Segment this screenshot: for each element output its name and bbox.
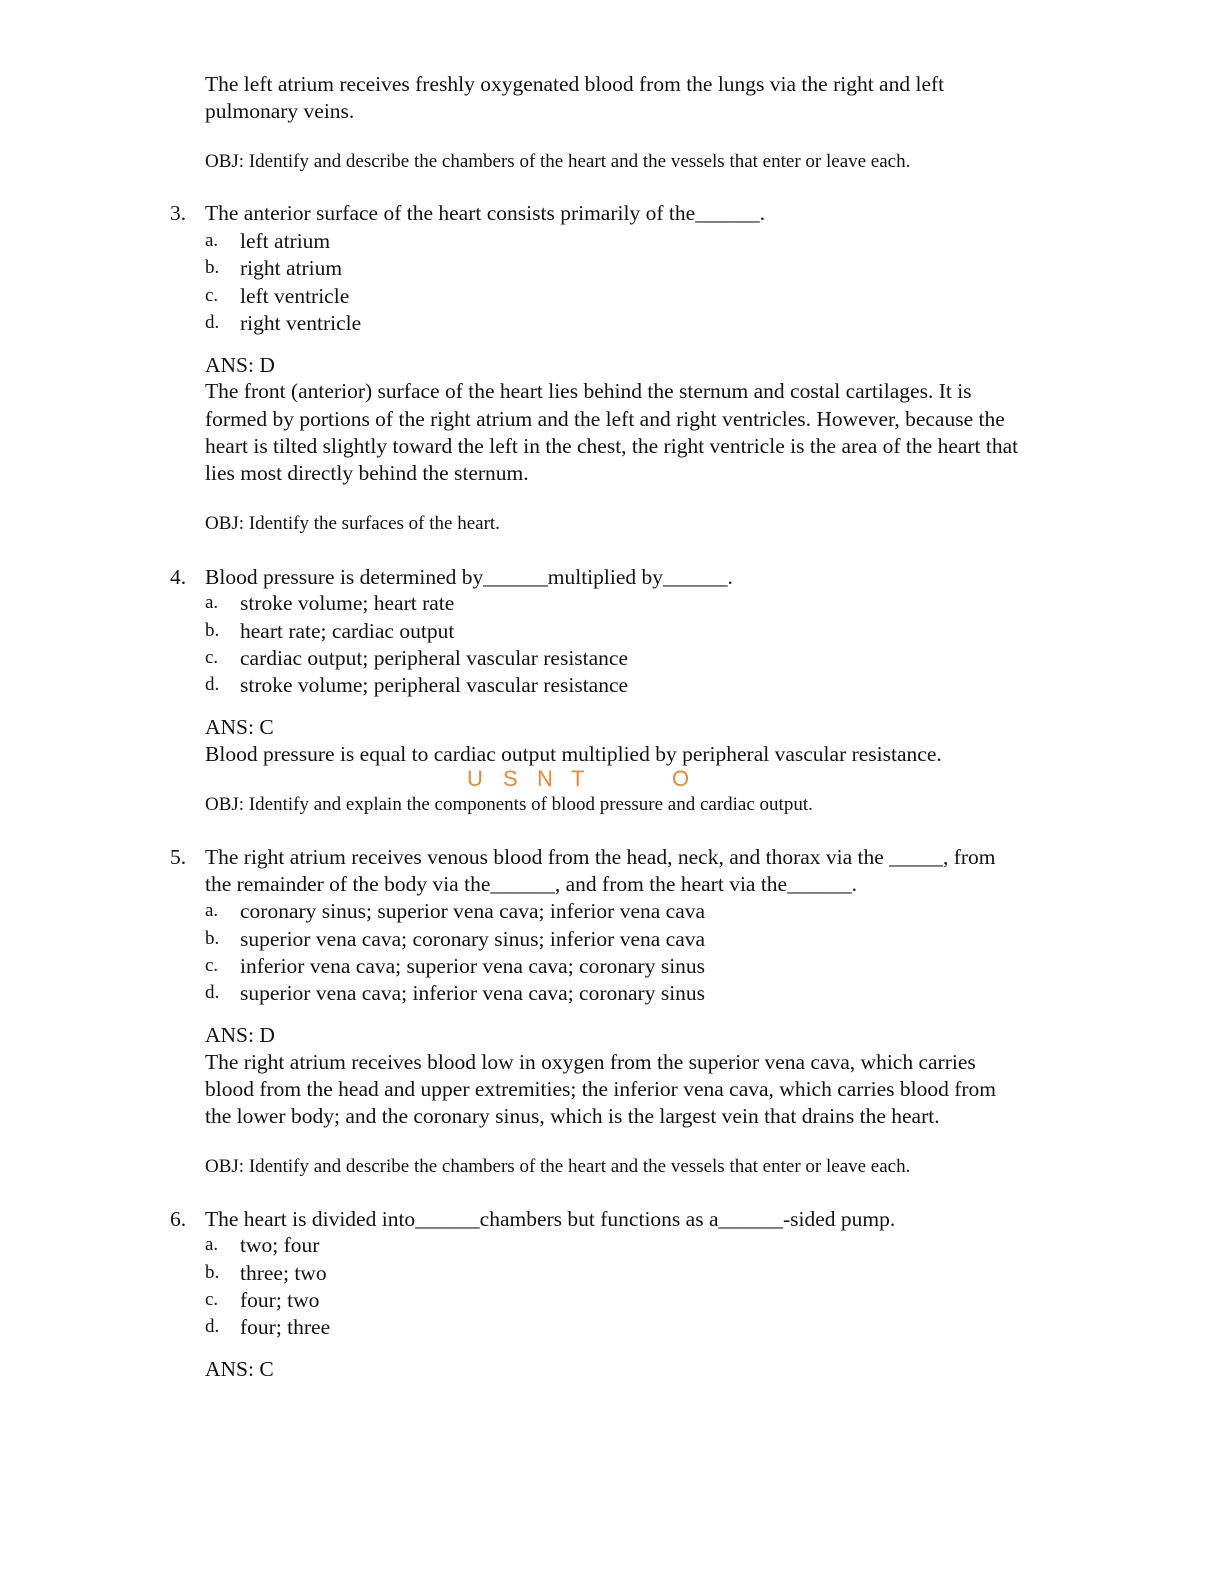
explanation-line: blood from the head and upper extremities; the inferior vena cava, which carries blood from: [205, 1077, 997, 1101]
option-text: four; three: [240, 1315, 331, 1339]
explanation-line: Blood pressure is equal to cardiac output multiplied by peripheral vascular resistance.: [205, 742, 942, 766]
question-stem: the remainder of the body via the______, and from the heart via the______.: [205, 872, 857, 896]
question-number: 5.: [170, 845, 187, 869]
option-text: right atrium: [240, 256, 343, 280]
option-letter: d.: [205, 312, 220, 333]
objective: OBJ: Identify and explain the components of blood pressure and cardiac output.: [205, 794, 813, 815]
watermark-letter: S: [503, 766, 518, 791]
option-text: coronary sinus; superior vena cava; inferior vena cava: [240, 899, 706, 923]
watermark-letter: U: [467, 766, 483, 791]
option-letter: c.: [205, 1289, 219, 1310]
option-text: cardiac output; peripheral vascular resistance: [240, 646, 629, 670]
option-letter: a.: [205, 230, 219, 251]
option-text: three; two: [240, 1261, 327, 1285]
option-text: two; four: [240, 1233, 320, 1257]
watermark-letter: O: [672, 766, 690, 791]
explanation-line: The front (anterior) surface of the heart lies behind the sternum and costal cartilages. It is: [205, 379, 972, 403]
objective: OBJ: Identify the surfaces of the heart.: [205, 513, 500, 534]
option-text: stroke volume; peripheral vascular resistance: [240, 673, 629, 697]
objective: OBJ: Identify and describe the chambers of the heart and the vessels that enter or leave each.: [205, 1156, 911, 1177]
option-letter: a.: [205, 592, 219, 613]
watermark-letter: N: [537, 766, 553, 791]
option-text: superior vena cava; inferior vena cava; coronary sinus: [240, 981, 706, 1005]
option-text: stroke volume; heart rate: [240, 591, 455, 615]
explanation-line: The left atrium receives freshly oxygenated blood from the lungs via the right and left: [205, 72, 945, 96]
option-letter: c.: [205, 285, 219, 306]
explanation-line: pulmonary veins.: [205, 99, 355, 123]
question-stem: The heart is divided into______chambers but functions as a______-sided pump.: [205, 1207, 896, 1231]
watermark-letter: T: [571, 766, 585, 791]
option-text: heart rate; cardiac output: [240, 619, 455, 643]
question-number: 3.: [170, 201, 187, 225]
option-letter: b.: [205, 257, 220, 278]
answer-key: ANS: C: [205, 1357, 274, 1381]
explanation-line: the lower body; and the coronary sinus, which is the largest vein that drains the heart.: [205, 1104, 940, 1128]
option-text: four; two: [240, 1288, 320, 1312]
option-letter: a.: [205, 900, 219, 921]
option-letter: d.: [205, 674, 220, 695]
option-text: superior vena cava; coronary sinus; inferior vena cava: [240, 927, 706, 951]
option-text: right ventricle: [240, 311, 362, 335]
answer-key: ANS: C: [205, 715, 274, 739]
question-stem: Blood pressure is determined by______multiplied by______.: [205, 565, 733, 589]
option-letter: b.: [205, 1262, 220, 1283]
question-stem: The right atrium receives venous blood from the head, neck, and thorax via the _____, from: [205, 845, 996, 869]
answer-key: ANS: D: [205, 1023, 275, 1047]
option-text: left atrium: [240, 229, 331, 253]
option-letter: d.: [205, 1316, 220, 1337]
question-number: 4.: [170, 565, 187, 589]
objective: OBJ: Identify and describe the chambers of the heart and the vessels that enter or leave each.: [205, 151, 911, 172]
option-letter: c.: [205, 955, 219, 976]
option-letter: b.: [205, 620, 220, 641]
explanation-line: formed by portions of the right atrium and the left and right ventricles. However, because the: [205, 407, 1005, 431]
option-text: left ventricle: [240, 284, 350, 308]
question-stem: The anterior surface of the heart consists primarily of the______.: [205, 201, 766, 225]
explanation-line: heart is tilted slightly toward the left in the chest, the right ventricle is the area of the heart that: [205, 434, 1019, 458]
option-letter: d.: [205, 982, 220, 1003]
option-letter: a.: [205, 1234, 219, 1255]
option-text: inferior vena cava; superior vena cava; coronary sinus: [240, 954, 706, 978]
option-letter: b.: [205, 928, 220, 949]
explanation-line: lies most directly behind the sternum.: [205, 461, 529, 485]
answer-key: ANS: D: [205, 353, 275, 377]
question-number: 6.: [170, 1207, 187, 1231]
explanation-line: The right atrium receives blood low in oxygen from the superior vena cava, which carries: [205, 1050, 976, 1074]
option-letter: c.: [205, 647, 219, 668]
